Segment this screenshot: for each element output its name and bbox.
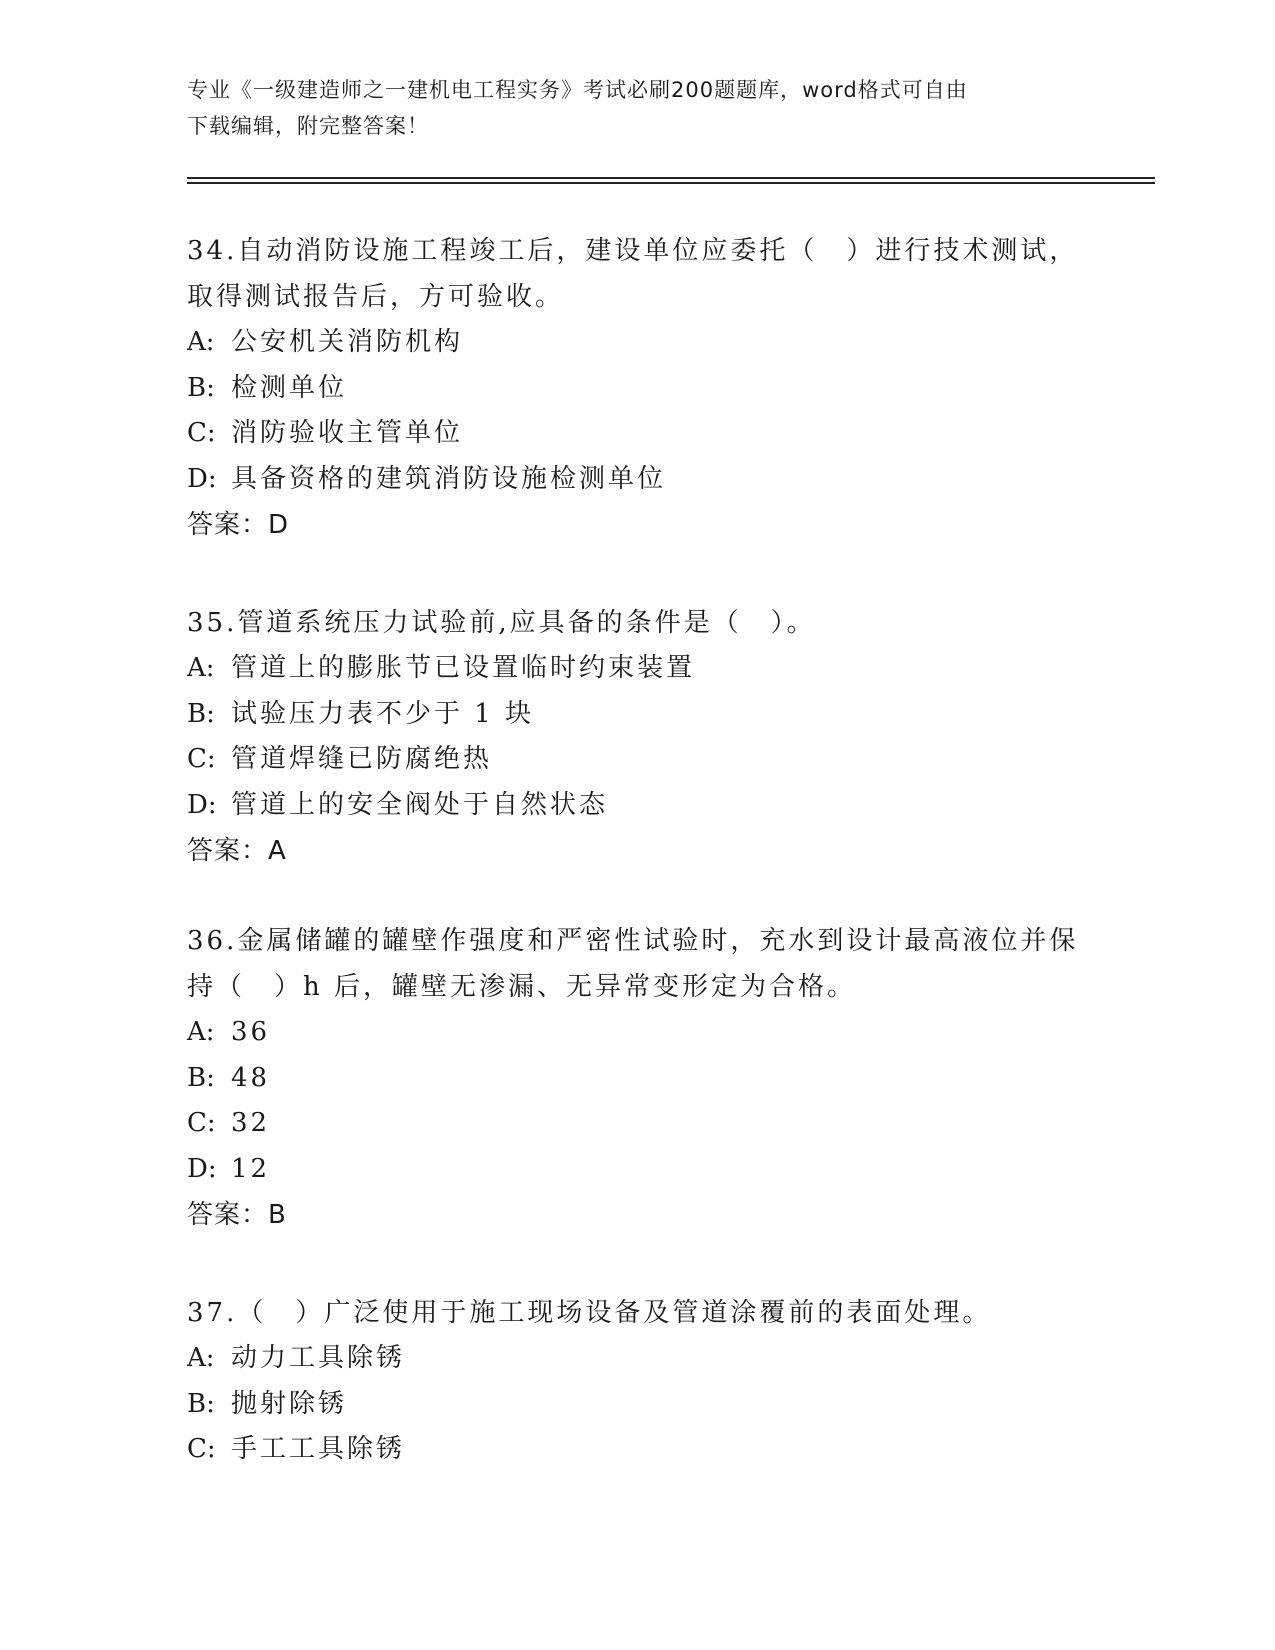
question-text-line-1: 36.金属储罐的罐壁作强度和严密性试验时，充水到设计最高液位并保 bbox=[187, 926, 1079, 956]
option-text: 动力工具除锈 bbox=[231, 1343, 406, 1373]
answer: 答案：D bbox=[187, 510, 290, 540]
option-text: 管道焊缝已防腐绝热 bbox=[231, 744, 493, 774]
option-letter: A: bbox=[187, 327, 215, 357]
option-a bbox=[187, 320, 1087, 366]
option-c bbox=[187, 737, 1087, 783]
option-d bbox=[187, 457, 1087, 503]
answer: 答案：B bbox=[187, 1200, 287, 1230]
answer: 答案：A bbox=[187, 836, 287, 866]
option-letter: B: bbox=[187, 372, 215, 403]
question-text-line-1: 37.（ ）广泛使用于施工现场设备及管道涂覆前的表面处理。 bbox=[187, 1298, 992, 1328]
option-letter: D: bbox=[187, 789, 217, 820]
option-b bbox=[187, 1382, 1087, 1428]
option-b bbox=[187, 692, 1087, 738]
option-letter: A: bbox=[187, 1343, 215, 1373]
option-d bbox=[187, 783, 1087, 829]
option-letter: B: bbox=[187, 1062, 215, 1093]
question-36 bbox=[187, 918, 1087, 1238]
option-letter: B: bbox=[187, 1388, 215, 1419]
question-37 bbox=[187, 1290, 1087, 1473]
question-text-line-2: 取得测试报告后，方可验收。 bbox=[187, 282, 565, 312]
option-text: 抛射除锈 bbox=[231, 1388, 348, 1419]
option-letter: B: bbox=[187, 698, 215, 729]
document-header bbox=[187, 72, 1087, 144]
option-letter: C: bbox=[187, 1434, 216, 1464]
option-text: 试验压力表不少于 1 块 bbox=[231, 698, 535, 729]
question-text-line-2: 持（ ）h 后，罐壁无渗漏、无异常变形定为合格。 bbox=[187, 972, 857, 1002]
option-a bbox=[187, 646, 1087, 692]
option-text: 32 bbox=[231, 1108, 271, 1138]
header-line-2: 下载编辑，附完整答案！ bbox=[187, 114, 429, 138]
question-text-line-1: 35.管道系统压力试验前,应具备的条件是（ ）。 bbox=[187, 608, 816, 638]
option-letter: D: bbox=[187, 1153, 217, 1184]
option-b bbox=[187, 366, 1087, 412]
option-text: 手工工具除锈 bbox=[231, 1434, 406, 1464]
option-text: 管道上的安全阀处于自然状态 bbox=[231, 789, 609, 820]
question-35 bbox=[187, 600, 1087, 874]
option-letter: C: bbox=[187, 744, 216, 774]
option-text: 12 bbox=[231, 1153, 271, 1184]
option-c bbox=[187, 1101, 1087, 1147]
question-text-line-1: 34.自动消防设施工程竣工后，建设单位应委托（ ）进行技术测试， bbox=[187, 236, 1079, 266]
option-text: 36 bbox=[231, 1017, 271, 1047]
option-text: 检测单位 bbox=[231, 372, 348, 403]
option-text: 消防验收主管单位 bbox=[231, 418, 464, 448]
option-c bbox=[187, 1427, 1087, 1473]
question-34 bbox=[187, 228, 1087, 548]
option-d bbox=[187, 1147, 1087, 1193]
option-text: 公安机关消防机构 bbox=[231, 327, 464, 357]
option-letter: C: bbox=[187, 1108, 216, 1138]
header-divider-top bbox=[187, 177, 1155, 179]
option-text: 48 bbox=[231, 1062, 271, 1093]
option-a bbox=[187, 1336, 1087, 1382]
option-letter: A: bbox=[187, 653, 215, 683]
header-line-1: 专业《一级建造师之一建机电工程实务》考试必刷200题题库，word格式可自由 bbox=[187, 78, 968, 102]
option-letter: A: bbox=[187, 1017, 215, 1047]
option-letter: D: bbox=[187, 463, 217, 494]
option-b bbox=[187, 1056, 1087, 1102]
option-text: 具备资格的建筑消防设施检测单位 bbox=[231, 463, 667, 494]
option-text: 管道上的膨胀节已设置临时约束装置 bbox=[231, 653, 696, 683]
option-letter: C: bbox=[187, 418, 216, 448]
option-c bbox=[187, 411, 1087, 457]
header-divider-bottom bbox=[187, 182, 1155, 184]
option-a bbox=[187, 1010, 1087, 1056]
